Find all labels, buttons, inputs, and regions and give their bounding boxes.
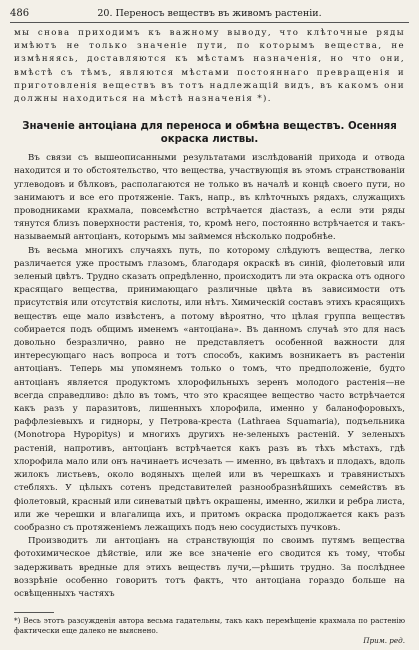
footnote-divider [14, 612, 54, 613]
paragraph-2: Въ связи съ вышеописанными результатами изслѣдованій прихода и отвода находится и то обстоятельство, что вещества, участвующія въ этомъ странствованіи углеводовъ и бѣлковъ, располагаются не только въ началѣ и концѣ своего пути, но занимаютъ и все его протяженіе. Такъ, напр., въ клѣточныхъ рядахъ, служащихъ проводниками крахмала, повсемѣстно встрѣчается діастазъ, а если эти ряды тянутся близъ поверхности растенія, то, кромѣ него, постоянно встрѣчается и такъ-называемый антоціанъ, которымъ мы займемся нѣсколько подробнѣе. [14, 153, 405, 243]
footnote [14, 616, 405, 646]
section-heading: Значеніе антоціана для переноса и обмѣна веществъ. Осенняя окраска листвы. [22, 121, 397, 146]
paragraph-1: мы снова приходимъ къ важному выводу, что клѣточные ряды имѣютъ не только значеніе пути, по которымъ вещества, не измѣняясь, доставляются къ мѣстамъ назначенія, но что они, вмѣстѣ съ тѣмъ, являются мѣстами постояннаго превращенія и приготовленія веществъ въ тотъ надлежащій видъ, въ какомъ они должны находиться на мѣстѣ назначенія *). [14, 28, 405, 105]
page-number: 486 [10, 8, 30, 19]
running-title: 20. Переносъ веществъ въ живомъ растеніи. [97, 8, 322, 19]
footnote-signature: Прим. ред. [363, 636, 405, 645]
footnote-text: *) Весь этотъ разсужденія автора весьма гадательны, такъ какъ перемѣщеніе крахмала по растенію фактически еще далеко не выяснено. [14, 616, 405, 635]
paragraph-4: Производитъ ли антоціанъ на странствующія по своимъ путямъ вещества фотохимическое дѣйствіе, или же все значеніе его сводится къ тому, чтобы задерживать вредные для этихъ веществъ лучи,—рѣшить трудно. За послѣднее воззрѣніе особенно говоритъ тотъ фактъ, что антоціана гораздо больше на освѣщенныхъ частяхъ [14, 536, 405, 599]
page-body [14, 27, 405, 601]
running-header [10, 6, 409, 23]
paragraph-3: Въ весьма многихъ случаяхъ путь, по которому слѣдуютъ вещества, легко различается уже простымъ глазомъ, благодаря окраскѣ въ синій, фіолетовый или зеленый цвѣтъ. Трудно сказать опредѣленно, происходитъ ли эта окраска отъ одного красящаго вещества, принимающаго различные цвѣта въ зависимости отъ присутствія или отсутствія кислоты, или нѣтъ. Химическій составъ этихъ красящихъ веществъ еще мало извѣстенъ, а потому вѣроятно, что цѣлая группа веществъ собирается подъ общимъ именемъ «антоціана». Въ данномъ случаѣ это для насъ довольно безразлично, равно не представляетъ особенной важности для интересующаго насъ вопроса и тотъ способъ, какимъ возникаетъ въ растеніи антоціанъ. Теперь мы упомянемъ только о томъ, что предположеніе, будто антоціанъ является продуктомъ хлорофильныхъ зеренъ молодого растенія—не всегда справедливо: дѣло въ томъ, что это красящее вещество часто встрѣчается какъ разъ у паразитовъ, лишенныхъ хлорофила, именно у баланофоровыхъ, раффлезіевыхъ и гидноры, у Петрова-креста (Lathraea Squamaria), подъельника (Monotropa Hypopitys) и многихъ другихъ не-зеленыхъ растеній. У зеленыхъ растеній, напротивъ, антоціанъ встрѣчается какъ разъ въ тѣхъ мѣстахъ, гдѣ хлорофила мало или онъ начинаетъ исчезать — именно, въ цвѣтахъ и плодахъ, вдоль жилокъ листьевъ, около водяныхъ щелей или въ черешкахъ и травянистыхъ стебляхъ. У цѣлыхъ сотенъ представителей разнообразнѣйшихъ семействъ въ фіолетовый, красный или синеватый цвѣтъ окрашены, именно, жилки и ребра листа, или же черешки и влагалища ихъ, и притомъ окраска продолжается какъ разъ сообразно съ протяженіемъ лежащихъ подъ нею сосудистыхъ пучковъ. [14, 245, 405, 533]
